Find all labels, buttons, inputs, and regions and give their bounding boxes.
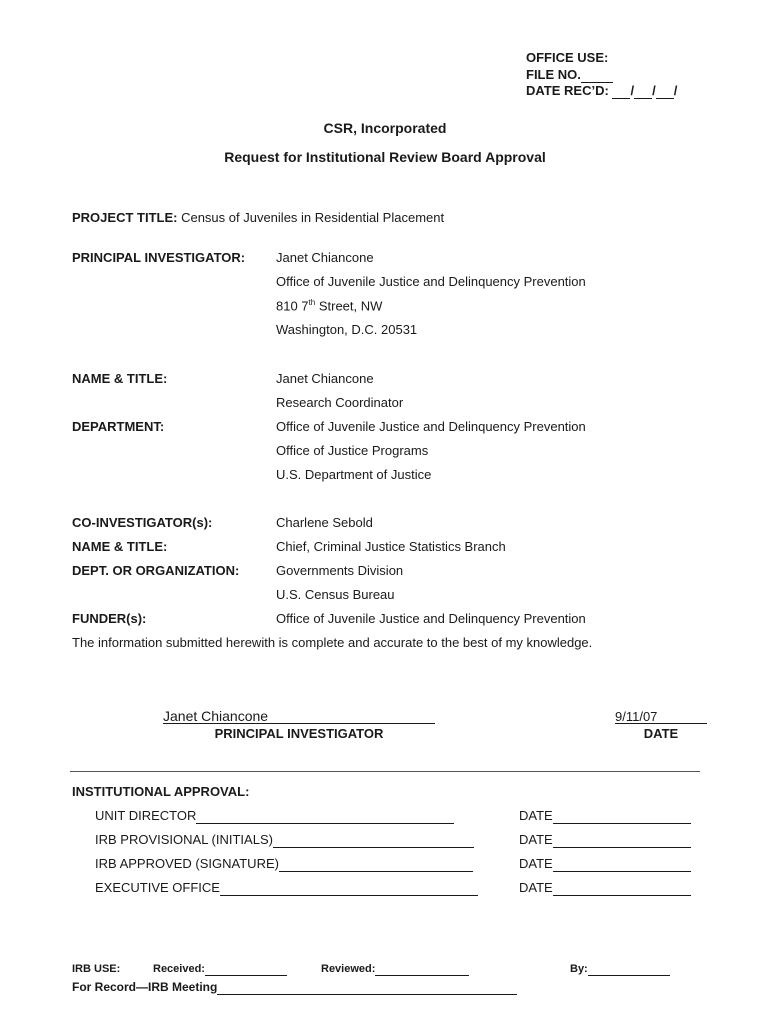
pi-name: Janet Chiancone <box>276 250 374 265</box>
irb-for-record-field: For Record—IRB Meeting <box>72 980 517 995</box>
date-recd-label: DATE REC’D: <box>526 83 609 98</box>
co-investigator-title: Chief, Criminal Justice Statistics Branch <box>276 539 506 554</box>
project-title-value: Census of Juveniles in Residential Placement <box>181 210 445 225</box>
date-recd-blank-day <box>634 83 652 99</box>
approval-date-unit-director: DATE <box>519 808 691 824</box>
irb-received-field: Received: <box>153 963 287 976</box>
signature-date-line <box>615 723 707 724</box>
certification-statement: The information submitted herewith is complete and accurate to the best of my knowledge. <box>72 635 593 650</box>
signature-date-caption: DATE <box>643 726 679 741</box>
document-title: Request for Institutional Review Board Approval <box>224 149 546 165</box>
signature-date: 9/11/07 <box>615 709 658 724</box>
project-title-label: PROJECT TITLE: <box>72 210 178 225</box>
approval-date-irb-provisional: DATE <box>519 832 691 848</box>
approval-row-unit-director: UNIT DIRECTOR <box>95 808 454 824</box>
department-line-1: Office of Juvenile Justice and Delinquency Prevention <box>276 419 586 434</box>
irb-provisional-date-blank[interactable] <box>553 832 691 848</box>
co-dept-line-1: Governments Division <box>276 563 404 578</box>
department-label: DEPARTMENT: <box>72 419 165 434</box>
irb-approved-blank[interactable] <box>279 856 473 872</box>
date-recd-blank-month <box>612 83 630 99</box>
approval-row-executive-office: EXECUTIVE OFFICE <box>95 880 478 896</box>
pi-street: 810 7th Street, NW <box>276 298 383 314</box>
irb-approved-date-blank[interactable] <box>553 856 691 872</box>
file-no-label: FILE NO. <box>526 67 581 82</box>
irb-use-label: IRB USE: <box>72 963 121 975</box>
department-line-2: Office of Justice Programs <box>276 443 429 458</box>
irb-received-blank[interactable] <box>205 963 287 976</box>
irb-reviewed-field: Reviewed: <box>321 963 469 976</box>
name-title-name: Janet Chiancone <box>276 371 374 386</box>
name-title-title: Research Coordinator <box>276 395 404 410</box>
approval-row-irb-approved: IRB APPROVED (SIGNATURE) <box>95 856 473 872</box>
executive-office-date-blank[interactable] <box>553 880 691 896</box>
pi-signature-caption: PRINCIPAL INVESTIGATOR <box>214 726 384 741</box>
name-title-label: NAME & TITLE: <box>72 371 168 386</box>
executive-office-blank[interactable] <box>220 880 478 896</box>
pi-city: Washington, D.C. 20531 <box>276 322 418 337</box>
pi-signature-line <box>163 723 435 724</box>
approval-row-irb-provisional: IRB PROVISIONAL (INITIALS) <box>95 832 474 848</box>
co-name-title-label: NAME & TITLE: <box>72 539 168 554</box>
pi-label: PRINCIPAL INVESTIGATOR: <box>72 250 246 265</box>
approval-date-irb-approved: DATE <box>519 856 691 872</box>
irb-for-record-blank[interactable] <box>217 980 517 995</box>
co-investigator-label: CO-INVESTIGATOR(s): <box>72 515 213 530</box>
funder-value: Office of Juvenile Justice and Delinquency Prevention <box>276 611 586 626</box>
project-title-row <box>72 210 444 225</box>
pi-signature-name: Janet Chiancone <box>163 708 269 724</box>
company-name: CSR, Incorporated <box>323 120 447 136</box>
co-dept-line-2: U.S. Census Bureau <box>276 587 395 602</box>
co-dept-label: DEPT. OR ORGANIZATION: <box>72 563 240 578</box>
file-no-field <box>526 67 613 83</box>
file-no-blank <box>581 67 613 83</box>
irb-by-field: By: <box>570 963 670 976</box>
section-divider <box>70 771 700 772</box>
pi-office: Office of Juvenile Justice and Delinquency Prevention <box>276 274 586 289</box>
irb-reviewed-blank[interactable] <box>375 963 469 976</box>
unit-director-date-blank[interactable] <box>553 808 691 824</box>
funder-label: FUNDER(s): <box>72 611 147 626</box>
approval-date-executive-office: DATE <box>519 880 691 896</box>
unit-director-signature-blank[interactable] <box>196 808 454 824</box>
irb-provisional-blank[interactable] <box>273 832 474 848</box>
office-use-heading: OFFICE USE: <box>526 50 609 65</box>
institutional-approval-heading: INSTITUTIONAL APPROVAL: <box>72 784 250 799</box>
irb-by-blank[interactable] <box>588 963 670 976</box>
date-recd-blank-year <box>656 83 674 99</box>
department-line-3: U.S. Department of Justice <box>276 467 432 482</box>
co-investigator-name: Charlene Sebold <box>276 515 373 530</box>
date-recd-field: DATE REC’D: / / / <box>526 83 678 98</box>
